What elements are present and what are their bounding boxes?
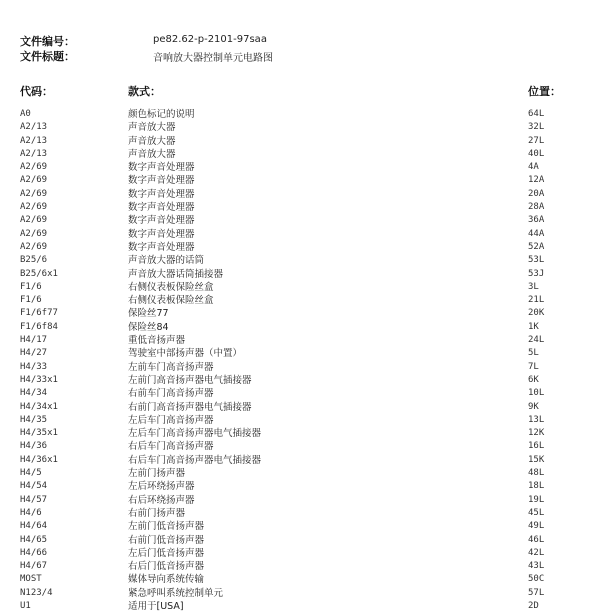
row-position: 32L — [528, 122, 545, 133]
row-code: F1/6f77 — [20, 308, 58, 319]
table-row — [0, 414, 600, 427]
row-position: 53J — [528, 268, 545, 279]
row-description: 右前车门高音扬声器 — [128, 388, 214, 400]
row-description: 左后门低音扬声器 — [128, 547, 205, 559]
row-position: 50C — [528, 574, 545, 585]
row-position: 36A — [528, 215, 545, 226]
row-description: 数字声音处理器 — [128, 228, 195, 240]
row-description: 数字声音处理器 — [128, 188, 195, 200]
row-description: 右侧仪表板保险丝盒 — [128, 281, 214, 293]
row-description: 左后车门高音扬声器电气插接器 — [128, 428, 262, 440]
row-position: 2D — [528, 600, 539, 611]
row-position: 52A — [528, 241, 545, 252]
table-row — [0, 374, 600, 387]
row-code: H4/35 — [20, 414, 48, 425]
row-position: 12A — [528, 175, 545, 186]
row-position: 42L — [528, 547, 545, 558]
row-position: 46L — [528, 534, 545, 545]
row-description: 驾驶室中部扬声器（中置） — [128, 348, 243, 360]
table-row — [0, 188, 600, 201]
row-code: H4/34x1 — [20, 401, 58, 412]
row-position: 40L — [528, 148, 545, 159]
row-position: 3L — [528, 281, 539, 292]
row-description: 声音放大器话筒插接器 — [128, 268, 224, 280]
row-description: 左前车门高音扬声器 — [128, 361, 214, 373]
row-code: A2/69 — [20, 241, 48, 252]
row-description: 媒体导向系统传输 — [128, 574, 205, 586]
row-position: 4A — [528, 162, 539, 173]
row-description: 数字声音处理器 — [128, 241, 195, 253]
row-position: 43L — [528, 561, 545, 572]
row-position: 49L — [528, 521, 545, 532]
row-description: 右前门低音扬声器 — [128, 534, 205, 546]
column-header-pos: 位置： — [528, 85, 561, 98]
row-code: A2/13 — [20, 148, 48, 159]
row-position: 28A — [528, 202, 545, 213]
row-code: A2/69 — [20, 202, 48, 213]
row-description: 数字声音处理器 — [128, 202, 195, 214]
row-description: 声音放大器的话筒 — [128, 255, 205, 267]
row-position: 15K — [528, 454, 545, 465]
table-row — [0, 587, 600, 600]
row-code: N123/4 — [20, 587, 53, 598]
doc-number-value: pe82.62-p-2101-97saa — [153, 34, 267, 45]
table-row — [0, 161, 600, 174]
row-description: 数字声音处理器 — [128, 215, 195, 227]
table-row — [0, 427, 600, 440]
row-code: B25/6 — [20, 255, 48, 266]
row-code: H4/33 — [20, 361, 48, 372]
doc-title-label: 文件标题： — [20, 50, 75, 63]
row-code: MOST — [20, 574, 42, 585]
table-row — [0, 600, 600, 613]
row-code: H4/17 — [20, 335, 48, 346]
table-row — [0, 334, 600, 347]
row-position: 13L — [528, 414, 545, 425]
table-row — [0, 108, 600, 121]
row-description: 左前门扬声器 — [128, 468, 186, 480]
row-code: H4/66 — [20, 547, 48, 558]
row-position: 9K — [528, 401, 539, 412]
row-position: 64L — [528, 109, 545, 119]
row-description: 左前门高音扬声器电气插接器 — [128, 374, 252, 386]
row-code: F1/6 — [20, 281, 42, 292]
row-position: 48L — [528, 468, 545, 479]
column-header-desc: 款式： — [128, 85, 161, 98]
row-code: H4/65 — [20, 534, 48, 545]
row-code: A2/69 — [20, 215, 48, 226]
row-description: 右后环绕扬声器 — [128, 494, 195, 506]
table-row — [0, 547, 600, 560]
row-description: 适用于[USA] — [128, 600, 184, 612]
table-row — [0, 520, 600, 533]
component-list — [0, 108, 600, 613]
row-description: 数字声音处理器 — [128, 162, 195, 174]
table-row — [0, 148, 600, 161]
row-code: H4/67 — [20, 561, 48, 572]
row-code: A2/69 — [20, 162, 48, 173]
row-description: 右后车门高音扬声器电气插接器 — [128, 454, 262, 466]
row-description: 声音放大器 — [128, 122, 176, 134]
doc-number-label: 文件编号： — [20, 35, 75, 48]
table-row — [0, 507, 600, 520]
row-code: H4/34 — [20, 388, 48, 399]
row-description: 颜色标记的说明 — [128, 109, 195, 120]
row-description: 左前门低音扬声器 — [128, 521, 205, 533]
row-position: 18L — [528, 481, 545, 492]
row-description: 重低音扬声器 — [128, 335, 186, 347]
table-row — [0, 268, 600, 281]
table-row — [0, 228, 600, 241]
row-position: 6K — [528, 374, 539, 385]
table-row — [0, 201, 600, 214]
row-position: 16L — [528, 441, 545, 452]
row-description: 左后环绕扬声器 — [128, 481, 195, 493]
table-row — [0, 440, 600, 453]
row-description: 保险丝84 — [128, 321, 169, 333]
row-code: A2/69 — [20, 175, 48, 186]
column-header-code: 代码： — [20, 85, 53, 98]
row-position: 20K — [528, 308, 545, 319]
row-code: A2/69 — [20, 228, 48, 239]
row-description: 右前门扬声器 — [128, 507, 186, 519]
row-description: 紧急呼叫系统控制单元 — [128, 587, 224, 599]
row-code: A0 — [20, 109, 31, 119]
row-position: 5L — [528, 348, 539, 359]
table-row — [0, 347, 600, 360]
table-row — [0, 121, 600, 134]
row-description: 声音放大器 — [128, 135, 176, 147]
row-code: F1/6 — [20, 295, 42, 306]
table-row — [0, 454, 600, 467]
row-position: 53L — [528, 255, 545, 266]
row-position: 7L — [528, 361, 539, 372]
table-row — [0, 480, 600, 493]
row-code: H4/54 — [20, 481, 48, 492]
row-code: H4/64 — [20, 521, 48, 532]
row-code: F1/6f84 — [20, 321, 58, 332]
row-description: 右后车门高音扬声器 — [128, 441, 214, 453]
row-code: H4/6 — [20, 507, 42, 518]
row-description: 数字声音处理器 — [128, 175, 195, 187]
table-row — [0, 361, 600, 374]
table-row — [0, 281, 600, 294]
row-position: 44A — [528, 228, 545, 239]
row-position: 1K — [528, 321, 539, 332]
table-row — [0, 135, 600, 148]
table-row — [0, 573, 600, 586]
row-description: 声音放大器 — [128, 148, 176, 160]
row-code: H4/57 — [20, 494, 48, 505]
table-row — [0, 467, 600, 480]
row-position: 24L — [528, 335, 545, 346]
table-row — [0, 534, 600, 547]
row-description: 保险丝77 — [128, 308, 169, 320]
row-description: 左后车门高音扬声器 — [128, 414, 214, 426]
table-row — [0, 294, 600, 307]
table-row — [0, 387, 600, 400]
table-row — [0, 214, 600, 227]
row-code: A2/13 — [20, 135, 48, 146]
row-position: 45L — [528, 507, 545, 518]
row-code: B25/6x1 — [20, 268, 58, 279]
row-code: H4/5 — [20, 468, 42, 479]
row-code: H4/33x1 — [20, 374, 58, 385]
row-position: 27L — [528, 135, 545, 146]
table-row — [0, 174, 600, 187]
row-code: A2/13 — [20, 122, 48, 133]
doc-title-value: 音响放大器控制单元电路图 — [153, 53, 273, 64]
table-row — [0, 241, 600, 254]
row-position: 21L — [528, 295, 545, 306]
row-position: 12K — [528, 428, 545, 439]
row-code: H4/36x1 — [20, 454, 58, 465]
row-code: A2/69 — [20, 188, 48, 199]
row-position: 57L — [528, 587, 545, 598]
row-position: 10L — [528, 388, 545, 399]
table-row — [0, 307, 600, 320]
row-description: 右后门低音扬声器 — [128, 561, 205, 573]
row-position: 20A — [528, 188, 545, 199]
row-code: H4/36 — [20, 441, 48, 452]
row-code: U1 — [20, 600, 31, 611]
table-row — [0, 560, 600, 573]
row-code: H4/27 — [20, 348, 48, 359]
table-row — [0, 494, 600, 507]
row-position: 19L — [528, 494, 545, 505]
row-code: H4/35x1 — [20, 428, 58, 439]
row-description: 右前门高音扬声器电气插接器 — [128, 401, 252, 413]
row-description: 右侧仪表板保险丝盒 — [128, 295, 214, 307]
table-row — [0, 321, 600, 334]
table-row — [0, 254, 600, 267]
table-row — [0, 401, 600, 414]
